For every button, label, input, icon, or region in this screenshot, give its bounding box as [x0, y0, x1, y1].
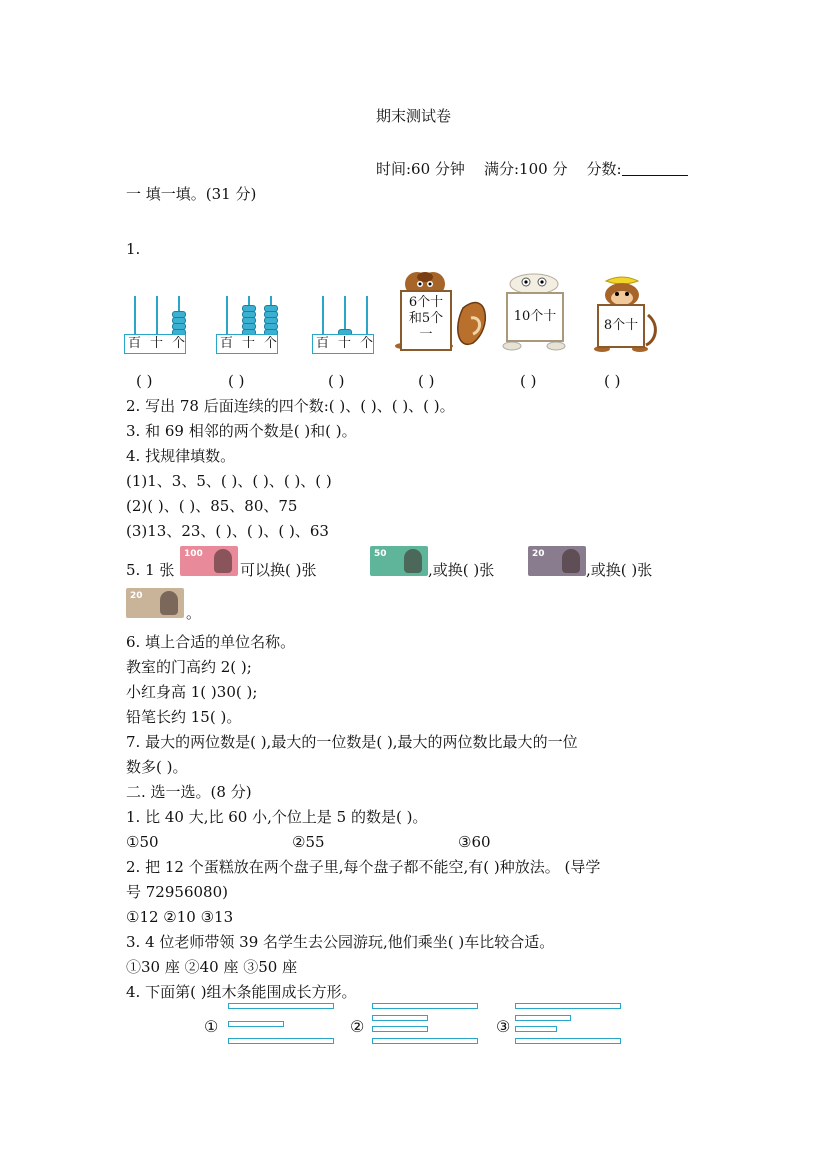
section2-q2-options[interactable]: ①12 ②10 ③13 — [126, 908, 234, 926]
abacus-label: 个 — [172, 336, 186, 351]
wood-stick — [372, 1038, 478, 1044]
wood-stick — [228, 1038, 334, 1044]
abacus-label: 十 — [338, 336, 352, 351]
stick-group-label-3[interactable]: ③ — [496, 1017, 511, 1036]
full-score-info: 满分:100 分 — [484, 160, 568, 178]
time-info: 时间:60 分钟 — [376, 160, 465, 178]
banknote-50-icon — [370, 546, 428, 576]
section2-question-1: 1. 比 40 大,比 60 小,个位上是 5 的数是( )。 — [126, 808, 428, 826]
abacus-bead — [242, 311, 256, 318]
question-7: 7. 最大的两位数是( ),最大的一位数是( ),最大的两位数比最大的一位 — [126, 733, 578, 751]
question-4-part-1: (1)1、3、5、( )、( )、( )、( ) — [126, 472, 332, 490]
q1-answer-5[interactable]: ( ) — [520, 372, 537, 390]
abacus-bead — [172, 323, 186, 330]
question-5-part-3: ,或换( )张 — [428, 561, 495, 579]
abacus-bead — [172, 311, 186, 318]
header-info — [376, 160, 688, 178]
question-6: 6. 填上合适的单位名称。 — [126, 633, 296, 651]
score-label: 分数: — [586, 160, 622, 178]
page-title: 期末测试卷 — [375, 107, 451, 125]
section2-q1-option-3[interactable]: ③60 — [458, 833, 491, 851]
squirrel-card-sign — [400, 290, 452, 351]
question-6-part-1: 教室的门高约 2( ); — [126, 658, 252, 676]
question-3: 3. 和 69 相邻的两个数是( )和( )。 — [126, 422, 357, 440]
banknote-100-icon — [180, 546, 238, 576]
question-2: 2. 写出 78 后面连续的四个数:( )、( )、( )、( )。 — [126, 397, 455, 415]
wood-stick — [228, 1021, 284, 1027]
q1-number: 1. — [126, 240, 141, 258]
q1-answer-1[interactable]: ( ) — [136, 372, 153, 390]
abacus-label: 个 — [264, 336, 278, 351]
banknote-20-value: 20 — [532, 549, 545, 559]
abacus-rod — [156, 296, 158, 336]
question-4-part-2: (2)( )、( )、85、80、75 — [126, 497, 298, 515]
abacus-label: 十 — [242, 336, 256, 351]
abacus-rod — [366, 296, 368, 336]
abacus-2 — [216, 296, 278, 358]
wood-stick — [372, 1003, 478, 1009]
question-4: 4. 找规律填数。 — [126, 447, 236, 465]
wood-stick — [515, 1003, 621, 1009]
abacus-bead — [242, 305, 256, 312]
abacus-rod — [134, 296, 136, 336]
squirrel-card-line3: 一 — [419, 327, 433, 342]
abacus-bead — [172, 317, 186, 324]
section2-q1-option-1[interactable]: ①50 — [126, 833, 159, 851]
banknote-20-second-value: 20 — [130, 591, 143, 601]
abacus-label: 十 — [150, 336, 164, 351]
wood-stick — [372, 1015, 428, 1021]
wood-stick — [228, 1003, 334, 1009]
section2-question-3: 3. 4 位老师带领 39 名学生去公园游玩,他们乘坐( )车比较合适。 — [126, 933, 555, 951]
abacus-bead — [242, 323, 256, 330]
abacus-1 — [124, 296, 186, 358]
stick-group-label-2[interactable]: ② — [350, 1017, 365, 1036]
banknote-20-second-icon — [126, 588, 184, 618]
abacus-3 — [312, 296, 374, 358]
banknote-50-value: 50 — [374, 549, 387, 559]
question-5-start: 5. 1 张 — [126, 561, 175, 579]
q1-answer-3[interactable]: ( ) — [328, 372, 345, 390]
question-6-part-3: 铅笔长约 15( )。 — [126, 708, 242, 726]
wood-stick — [372, 1026, 428, 1032]
question-5-end: 。 — [186, 604, 202, 622]
question-5-part-2: 可以换( )张 — [240, 561, 317, 579]
banknote-20-icon — [528, 546, 586, 576]
section2-heading: 二. 选一选。(8 分) — [126, 783, 252, 801]
monkey-card-sign: 8个十 — [597, 304, 645, 348]
wood-stick — [515, 1015, 571, 1021]
abacus-label: 个 — [360, 336, 374, 351]
abacus-bead — [264, 317, 278, 324]
score-blank[interactable] — [622, 161, 688, 176]
q1-answer-4[interactable]: ( ) — [418, 372, 435, 390]
abacus-bead — [264, 323, 278, 330]
abacus-bead — [264, 311, 278, 318]
q1-answer-2[interactable]: ( ) — [228, 372, 245, 390]
question-7-continued: 数多( )。 — [126, 758, 188, 776]
squirrel-card-line1: 6个十 — [408, 295, 444, 310]
wood-stick — [515, 1038, 621, 1044]
wood-stick — [515, 1026, 557, 1032]
abacus-label: 百 — [316, 336, 330, 351]
section2-question-4: 4. 下面第( )组木条能围成长方形。 — [126, 983, 357, 1001]
abacus-label: 百 — [128, 336, 142, 351]
section2-question-2-continued: 号 72956080) — [126, 883, 228, 901]
section2-question-2: 2. 把 12 个蛋糕放在两个盘子里,每个盘子都不能空,有( )种放法。 (导学 — [126, 858, 601, 876]
abacus-bead — [242, 317, 256, 324]
abacus-label: 百 — [220, 336, 234, 351]
section1-heading: 一 填一填。(31 分) — [126, 185, 257, 203]
squirrel-card-line2: 和5个 — [408, 311, 444, 326]
question-5-part-4: ,或换( )张 — [586, 561, 653, 579]
section2-q3-options[interactable]: ①30 座 ②40 座 ③50 座 — [126, 958, 298, 976]
banknote-100-value: 100 — [184, 549, 203, 559]
section2-q1-option-2[interactable]: ②55 — [292, 833, 325, 851]
question-4-part-3: (3)13、23、( )、( )、( )、63 — [126, 522, 329, 540]
question-6-part-2: 小红身高 1( )30( ); — [126, 683, 258, 701]
abacus-bead — [264, 305, 278, 312]
abacus-rod — [226, 296, 228, 336]
q1-answer-6[interactable]: ( ) — [604, 372, 621, 390]
stick-group-label-1[interactable]: ① — [204, 1017, 219, 1036]
abacus-rod — [322, 296, 324, 336]
sheep-card-sign: 10个十 — [506, 292, 564, 342]
